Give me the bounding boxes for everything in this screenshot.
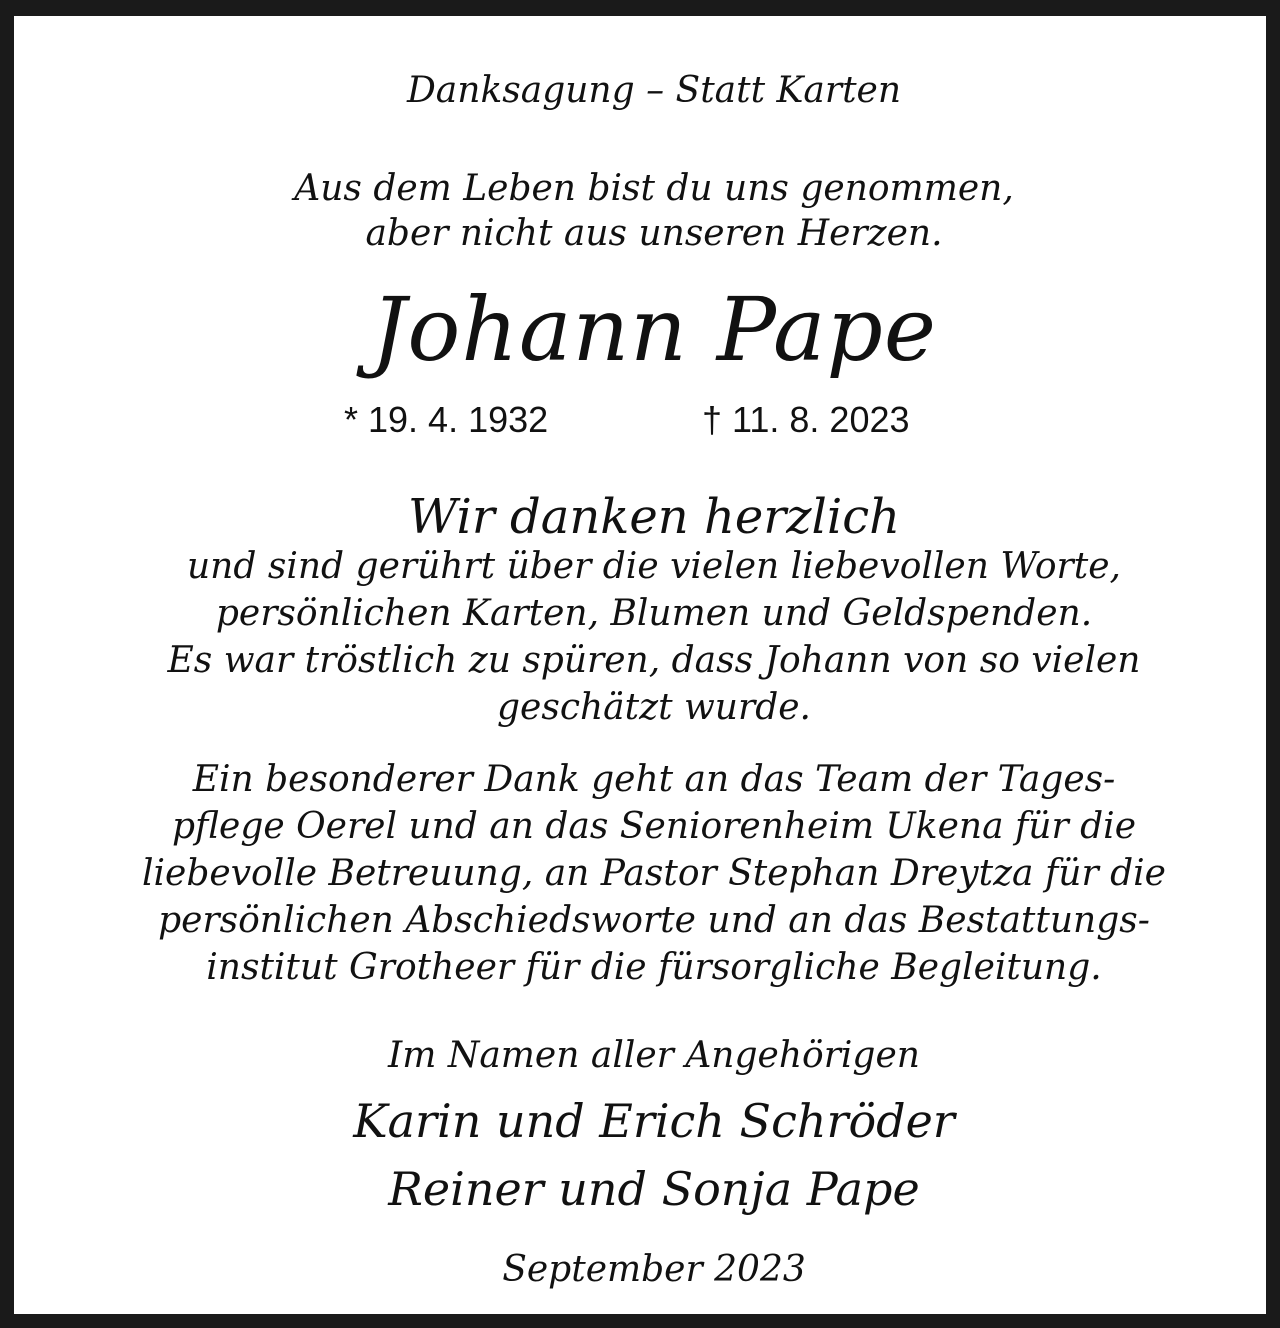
body-line: persönlichen Karten, Blumen und Geldspenden. <box>215 593 1093 634</box>
notice-date: September 2023 <box>502 1249 806 1290</box>
relatives-line: Karin und Erich Schröder <box>353 1094 955 1148</box>
special-thanks-line: liebevolle Betreuung, an Pastor Stephan Dreytza für die <box>142 853 1166 894</box>
notice-heading: Danksagung – Statt Karten <box>406 70 902 111</box>
special-thanks-line: Ein besonderer Dank geht an das Team der Tages- <box>192 759 1116 800</box>
special-thanks-line: institut Grotheer für die fürsorgliche Begleitung. <box>206 947 1102 988</box>
on-behalf-line: Im Namen aller Angehörigen <box>388 1035 920 1076</box>
deceased-name: Johann Pape <box>371 278 937 381</box>
birth-date: * 19. 4. 1932 <box>344 399 549 440</box>
special-thanks-line: pflege Oerel und an das Seniorenheim Ukena für die <box>171 806 1137 847</box>
body-line: und sind gerührt über die vielen liebevollen Worte, <box>187 546 1121 587</box>
special-thanks-line: persönlichen Abschiedsworte und an das Bestattungs- <box>158 900 1150 941</box>
life-dates <box>14 399 1280 442</box>
relatives-line: Reiner und Sonja Pape <box>388 1162 920 1216</box>
motto-line: Aus dem Leben bist du uns genommen, <box>294 168 1014 209</box>
body-line: geschätzt wurde. <box>497 687 811 728</box>
body-line: Es war tröstlich zu spüren, dass Johann von so vielen <box>167 640 1141 681</box>
death-date: † 11. 8. 2023 <box>702 399 910 440</box>
thanks-heading: Wir danken herzlich <box>407 489 901 545</box>
motto-line: aber nicht aus unseren Herzen. <box>365 213 943 254</box>
